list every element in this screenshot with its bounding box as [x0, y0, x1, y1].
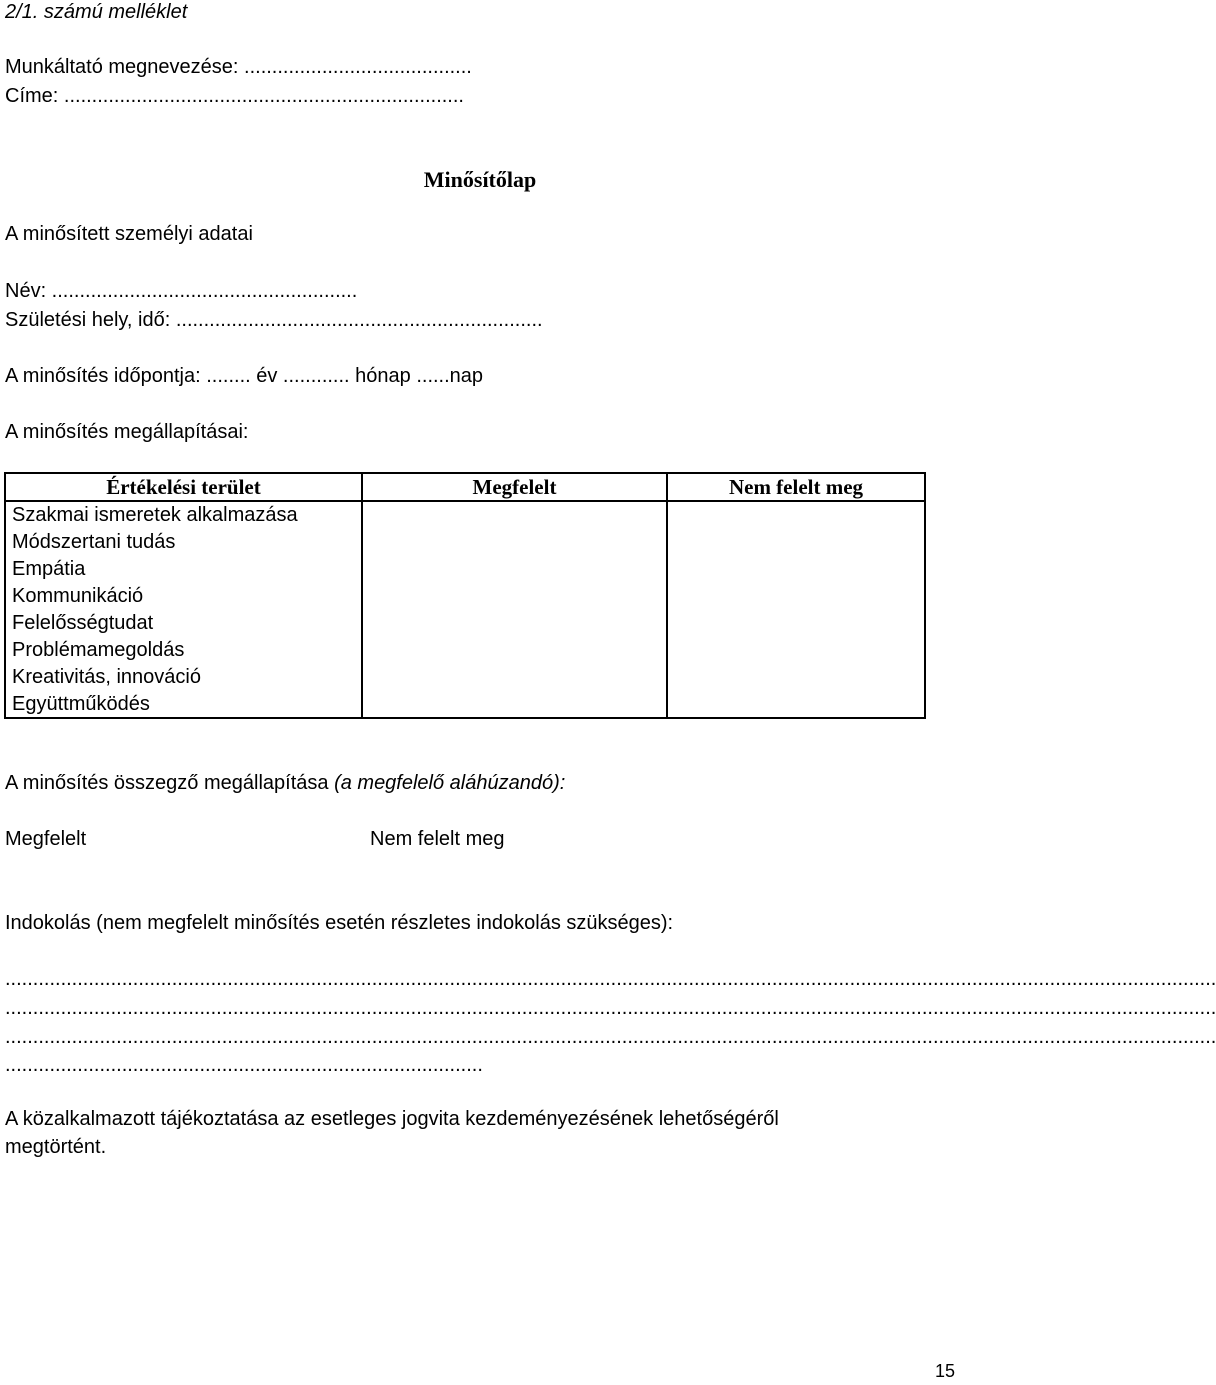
- pass-cell[interactable]: [362, 610, 667, 637]
- row-label: Szakmai ismeretek alkalmazása: [5, 501, 362, 529]
- fail-cell[interactable]: [667, 501, 925, 529]
- page-number: 15: [934, 1361, 955, 1381]
- summary-heading-note: (a megfelelő aláhúzandó):: [334, 772, 566, 794]
- table-row: [5, 583, 925, 610]
- header-area: Értékelési terület: [5, 473, 362, 501]
- pass-cell[interactable]: [362, 501, 667, 529]
- row-label: Kommunikáció: [5, 583, 362, 610]
- summary-option-fail[interactable]: Nem felelt meg: [370, 828, 505, 850]
- table-row: [5, 610, 925, 637]
- pass-cell[interactable]: [362, 583, 667, 610]
- pass-cell[interactable]: [362, 664, 667, 691]
- fail-cell[interactable]: [667, 583, 925, 610]
- findings-heading: A minősítés megállapításai:: [5, 421, 249, 443]
- birth-line: Születési hely, idő: ..................................................................: [5, 309, 543, 331]
- summary-option-pass[interactable]: Megfelelt: [5, 828, 87, 850]
- summary-heading: [5, 771, 565, 795]
- header-fail: Nem felelt meg: [667, 473, 925, 501]
- pass-cell[interactable]: [362, 691, 667, 719]
- row-label: Együttműködés: [5, 691, 362, 719]
- pass-cell[interactable]: [362, 529, 667, 556]
- table-row: [5, 664, 925, 691]
- fail-cell[interactable]: [667, 529, 925, 556]
- fail-cell[interactable]: [667, 610, 925, 637]
- notice-line-1: A közalkalmazott tájékoztatása az esetleges jogvita kezdeményezésének lehetőségéről: [5, 1108, 779, 1130]
- name-line: Név: .......................................................: [5, 280, 358, 302]
- employer-address-line: Címe: ........................................................................: [5, 85, 464, 107]
- header-pass: Megfelelt: [362, 473, 667, 501]
- table-row: [5, 529, 925, 556]
- evaluation-table: [4, 472, 926, 719]
- fail-cell[interactable]: [667, 664, 925, 691]
- row-label: Módszertani tudás: [5, 529, 362, 556]
- justification-line-2[interactable]: ..........................................................................................................................................................................................................................: [5, 997, 1216, 1019]
- fail-cell[interactable]: [667, 556, 925, 583]
- table-row: [5, 501, 925, 529]
- table-row: [5, 691, 925, 719]
- document-title: Minősítőlap: [423, 167, 537, 192]
- row-label: Problémamegoldás: [5, 637, 362, 664]
- pass-cell[interactable]: [362, 556, 667, 583]
- fail-cell[interactable]: [667, 691, 925, 719]
- table-row: [5, 556, 925, 583]
- justification-heading: Indokolás (nem megfelelt minősítés esetén részletes indokolás szükséges):: [5, 912, 674, 934]
- summary-heading-text: A minősítés összegző megállapítása: [5, 772, 335, 794]
- justification-line-1[interactable]: ..........................................................................................................................................................................................................................: [5, 968, 1216, 990]
- justification-line-3[interactable]: ..........................................................................................................................................................................................................................: [5, 1026, 1216, 1048]
- annex-label: 2/1. számú melléklet: [5, 1, 188, 23]
- notice-line-2: megtörtént.: [5, 1136, 107, 1158]
- evaluation-date-line: A minősítés időpontja: ........ év ............ hónap ......nap: [5, 365, 484, 387]
- justification-line-4[interactable]: ......................................................................................: [5, 1054, 483, 1076]
- row-label: Felelősségtudat: [5, 610, 362, 637]
- personal-data-heading: A minősített személyi adatai: [5, 223, 253, 245]
- employer-name-line: Munkáltató megnevezése: .........................................: [5, 56, 472, 78]
- table-row: [5, 637, 925, 664]
- table-header-row: [5, 473, 925, 501]
- pass-cell[interactable]: [362, 637, 667, 664]
- fail-cell[interactable]: [667, 637, 925, 664]
- row-label: Kreativitás, innováció: [5, 664, 362, 691]
- row-label: Empátia: [5, 556, 362, 583]
